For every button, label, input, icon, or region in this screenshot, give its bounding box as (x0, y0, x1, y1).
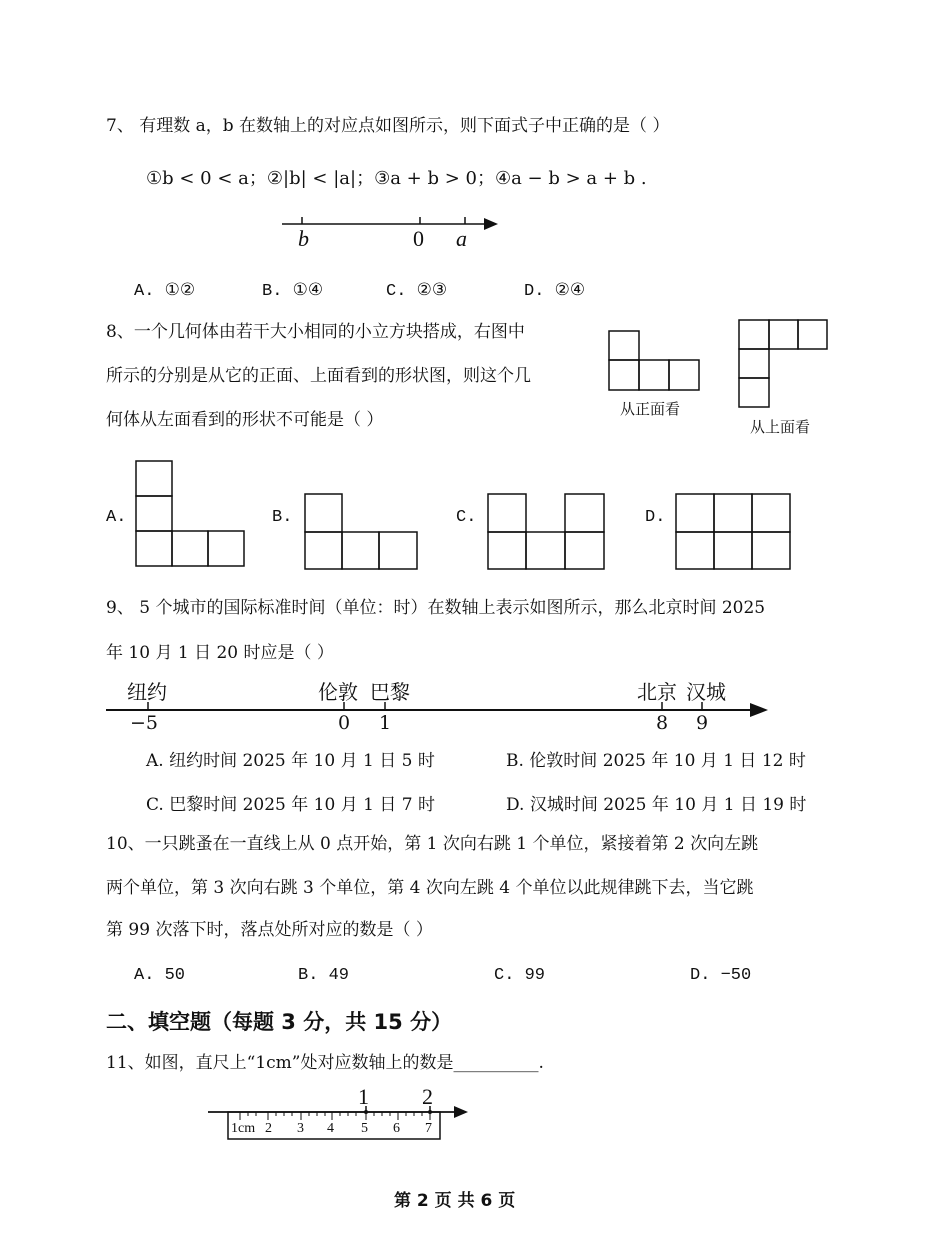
q10-stem-line-1: 10、一只跳蚤在一直线上从 0 点开始，第 1 次向右跳 1 个单位，紧接着第 2 次向左跳 (106, 834, 759, 854)
q9-tick-0: 0 (338, 712, 351, 734)
q9-option-a[interactable]: A. 纽约时间 2025 年 10 月 1 日 5 时 (146, 751, 435, 771)
q11-stem: 11、如图，直尺上“1cm”处对应数轴上的数是__________. (106, 1053, 544, 1073)
q7-option-d[interactable]: D. ②④ (524, 282, 586, 301)
q11-ruler-label-5: 5 (361, 1121, 368, 1136)
q7-option-a[interactable]: A. ①② (134, 282, 196, 301)
q9-city-seoul: 汉城 (686, 680, 726, 704)
q11-ruler-label-4: 4 (327, 1121, 334, 1136)
q11-ruler-label-2: 2 (265, 1121, 272, 1136)
q8-stem-line-2: 所示的分别是从它的正面、上面看到的形状图，则这个几 (106, 366, 531, 386)
q9-tick-1: 1 (379, 712, 392, 734)
q9-option-b[interactable]: B. 伦敦时间 2025 年 10 月 1 日 12 时 (506, 751, 806, 771)
q10-stem-line-2: 两个单位，第 3 次向右跳 3 个单位，第 4 次向左跳 4 个单位以此规律跳下去，当它跳 (106, 878, 754, 898)
q9-tick-minus5: −5 (130, 712, 159, 734)
q7-axis-label-a: a (456, 226, 467, 251)
q10-option-a[interactable]: A. 50 (134, 966, 186, 985)
section-2-title: 二、填空题（每题 3 分，共 15 分） (106, 1010, 453, 1034)
q9-city-newyork: 纽约 (127, 680, 167, 704)
q9-number-line (104, 700, 774, 720)
q9-tick-9: 9 (696, 712, 709, 734)
q8-option-d-figure[interactable] (675, 493, 793, 571)
q9-city-beijing: 北京 (637, 680, 677, 704)
q8-front-view-figure (608, 330, 703, 392)
q8-option-b-letter[interactable]: B. (272, 508, 293, 527)
q8-option-c-figure[interactable] (487, 493, 607, 571)
q10-stem-line-3: 第 99 次落下时，落点处所对应的数是（ ） (106, 920, 433, 940)
q11-ruler-label-6: 6 (393, 1121, 400, 1136)
q8-top-view-label: 从上面看 (750, 418, 811, 436)
q10-option-d[interactable]: D. −50 (690, 966, 752, 985)
q8-stem-line-1: 8、一个几何体由若干大小相同的小立方块搭成，右图中 (106, 322, 525, 342)
q9-stem-line-1: 9、 5 个城市的国际标准时间（单位：时）在数轴上表示如图所示，那么北京时间 2025 (106, 598, 766, 618)
q11-axis-label-2: 2 (422, 1084, 433, 1109)
q8-option-d-letter[interactable]: D. (645, 508, 666, 527)
q9-tick-8: 8 (656, 712, 669, 734)
q11-ruler-label-1cm: 1cm (231, 1121, 256, 1136)
q7-number-line (280, 212, 510, 262)
q11-ruler-label-7: 7 (425, 1121, 432, 1136)
q7-statements: ①b < 0 < a；②|b| < |a|；③a + b > 0；④a − b > a + b . (146, 168, 647, 189)
q11-axis-label-1: 1 (358, 1084, 369, 1109)
q8-front-view-label: 从正面看 (620, 400, 681, 418)
q10-option-c[interactable]: C. 99 (494, 966, 546, 985)
q9-option-d[interactable]: D. 汉城时间 2025 年 10 月 1 日 19 时 (506, 795, 807, 815)
q9-city-london: 伦敦 (318, 680, 358, 704)
q8-option-a-figure[interactable] (135, 460, 247, 568)
q7-option-c[interactable]: C. ②③ (386, 282, 448, 301)
q9-stem-line-2: 年 10 月 1 日 20 时应是（ ） (106, 643, 334, 663)
q7-option-b[interactable]: B. ①④ (262, 282, 324, 301)
q10-option-b[interactable]: B. 49 (298, 966, 350, 985)
q8-option-b-figure[interactable] (304, 493, 420, 571)
q8-stem-line-3: 何体从左面看到的形状不可能是（ ） (106, 410, 384, 430)
q8-option-c-letter[interactable]: C. (456, 508, 477, 527)
q8-option-a-letter[interactable]: A. (106, 508, 127, 527)
q8-top-view-figure (738, 319, 830, 409)
q9-option-c[interactable]: C. 巴黎时间 2025 年 10 月 1 日 7 时 (146, 795, 435, 815)
page-footer: 第 2 页 共 6 页 (394, 1191, 516, 1211)
q7-axis-label-0: 0 (413, 226, 424, 251)
q11-ruler-label-3: 3 (297, 1121, 304, 1136)
q7-axis-label-b: b (298, 226, 309, 251)
q9-city-paris: 巴黎 (370, 680, 410, 704)
q7-stem: 7、 有理数 a，b 在数轴上的对应点如图所示，则下面式子中正确的是（ ） (106, 116, 670, 136)
